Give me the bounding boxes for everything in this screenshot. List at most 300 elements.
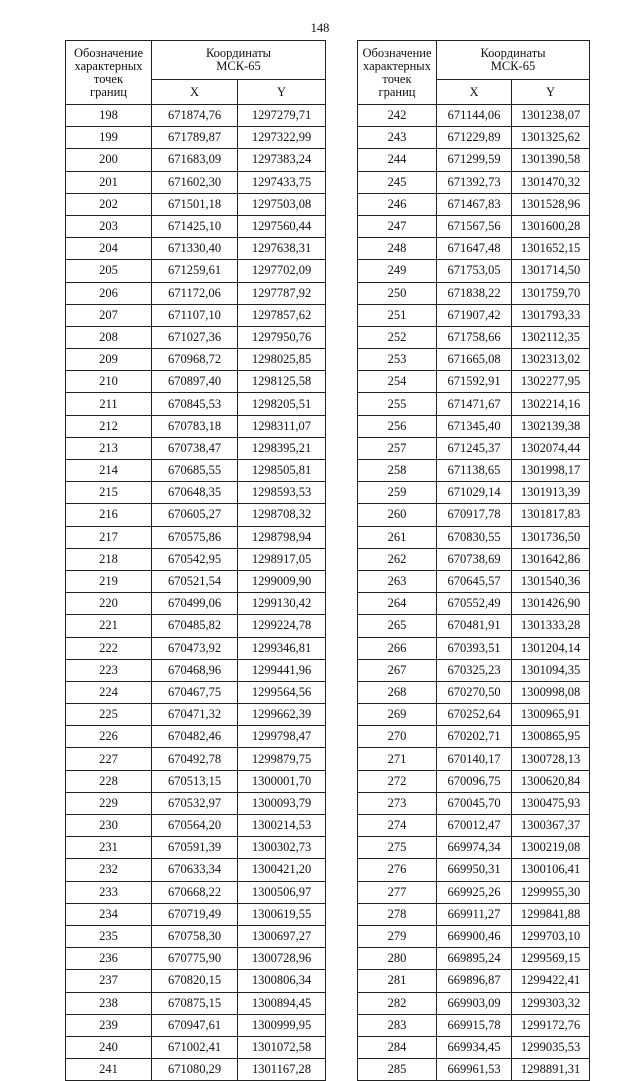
x-coordinate-cell: 670783,18: [152, 415, 238, 437]
table-row: [358, 393, 590, 415]
table-row: [66, 548, 326, 570]
y-coordinate-cell: 1300728,96: [238, 948, 326, 970]
table-row: [66, 704, 326, 726]
x-coordinate-cell: 671789,87: [152, 127, 238, 149]
table-row: [66, 1059, 326, 1081]
table-row: [66, 970, 326, 992]
point-number-cell: 224: [66, 681, 152, 703]
point-number-cell: 277: [358, 881, 437, 903]
point-number-cell: 213: [66, 437, 152, 459]
y-coordinate-cell: 1298205,51: [238, 393, 326, 415]
point-number-cell: 210: [66, 371, 152, 393]
x-coordinate-cell: 671330,40: [152, 238, 238, 260]
point-number-cell: 268: [358, 681, 437, 703]
x-coordinate-cell: 671592,91: [437, 371, 512, 393]
x-coordinate-cell: 670513,15: [152, 770, 238, 792]
x-coordinate-cell: 669961,53: [437, 1059, 512, 1081]
table-row: [358, 1036, 590, 1058]
table-row: [66, 792, 326, 814]
x-coordinate-cell: 671392,73: [437, 171, 512, 193]
coordinates-header: [152, 41, 326, 80]
table-row: [66, 460, 326, 482]
y-coordinate-cell: 1297433,75: [238, 171, 326, 193]
table-row: [358, 748, 590, 770]
y-coordinate-cell: 1301540,36: [512, 570, 590, 592]
x-coordinate-cell: 670270,50: [437, 681, 512, 703]
point-number-cell: 201: [66, 171, 152, 193]
y-coordinate-cell: 1300619,55: [238, 903, 326, 925]
point-number-cell: 252: [358, 326, 437, 348]
y-coordinate-cell: 1301736,50: [512, 526, 590, 548]
y-coordinate-cell: 1300214,53: [238, 815, 326, 837]
point-number-cell: 205: [66, 260, 152, 282]
y-coordinate-cell: 1298125,58: [238, 371, 326, 393]
table-row: [358, 881, 590, 903]
y-coordinate-cell: 1301652,15: [512, 238, 590, 260]
table-row: [358, 593, 590, 615]
y-coordinate-cell: 1297638,31: [238, 238, 326, 260]
point-number-cell: 239: [66, 1014, 152, 1036]
point-number-cell: 260: [358, 504, 437, 526]
table-row: [66, 282, 326, 304]
table-row: [66, 859, 326, 881]
x-coordinate-cell: 671345,40: [437, 415, 512, 437]
x-coordinate-cell: 670492,78: [152, 748, 238, 770]
x-coordinate-cell: 669974,34: [437, 837, 512, 859]
y-coordinate-cell: 1299703,10: [512, 925, 590, 947]
y-coordinate-cell: 1300106,41: [512, 859, 590, 881]
table-row: [358, 637, 590, 659]
y-coordinate-cell: 1299422,41: [512, 970, 590, 992]
x-coordinate-cell: 671471,67: [437, 393, 512, 415]
x-coordinate-cell: 670393,51: [437, 637, 512, 659]
y-header: Y: [238, 80, 326, 105]
y-coordinate-cell: 1299841,88: [512, 903, 590, 925]
point-number-cell: 206: [66, 282, 152, 304]
x-coordinate-cell: 670633,34: [152, 859, 238, 881]
y-coordinate-cell: 1300965,91: [512, 704, 590, 726]
table-row: [358, 948, 590, 970]
designation-header: [66, 41, 152, 105]
y-coordinate-cell: 1301759,70: [512, 282, 590, 304]
point-number-cell: 220: [66, 593, 152, 615]
point-number-cell: 255: [358, 393, 437, 415]
table-row: [66, 393, 326, 415]
x-coordinate-cell: 670845,53: [152, 393, 238, 415]
table-row: [66, 726, 326, 748]
y-coordinate-cell: 1299009,90: [238, 570, 326, 592]
y-coordinate-cell: 1299303,32: [512, 992, 590, 1014]
x-coordinate-cell: 670252,64: [437, 704, 512, 726]
x-coordinate-cell: 670012,47: [437, 815, 512, 837]
x-coordinate-cell: 670471,32: [152, 704, 238, 726]
point-number-cell: 249: [358, 260, 437, 282]
point-number-cell: 257: [358, 437, 437, 459]
table-row: [66, 659, 326, 681]
table-row: [358, 770, 590, 792]
coordinates-header: [437, 41, 590, 80]
y-coordinate-cell: 1299564,56: [238, 681, 326, 703]
x-coordinate-cell: 670202,71: [437, 726, 512, 748]
x-coordinate-cell: 671029,14: [437, 482, 512, 504]
y-coordinate-cell: 1301913,39: [512, 482, 590, 504]
x-coordinate-cell: 670719,49: [152, 903, 238, 925]
table-row: [66, 570, 326, 592]
x-coordinate-cell: 670645,57: [437, 570, 512, 592]
point-number-cell: 246: [358, 193, 437, 215]
y-coordinate-cell: 1299172,76: [512, 1014, 590, 1036]
x-coordinate-cell: 670473,92: [152, 637, 238, 659]
designation-header-line: характерных: [363, 58, 431, 73]
table-row: [66, 681, 326, 703]
designation-header-line: Обозначение: [73, 45, 144, 60]
point-number-cell: 263: [358, 570, 437, 592]
y-coordinate-cell: 1299130,42: [238, 593, 326, 615]
x-coordinate-cell: 670668,22: [152, 881, 238, 903]
point-number-cell: 245: [358, 171, 437, 193]
page-number: 148: [310, 21, 330, 35]
point-number-cell: 272: [358, 770, 437, 792]
y-coordinate-cell: 1302074,44: [512, 437, 590, 459]
y-coordinate-cell: 1300302,73: [238, 837, 326, 859]
x-coordinate-cell: 670897,40: [152, 371, 238, 393]
table-row: [66, 1036, 326, 1058]
point-number-cell: 231: [66, 837, 152, 859]
x-coordinate-cell: 670542,95: [152, 548, 238, 570]
point-number-cell: 203: [66, 215, 152, 237]
point-number-cell: 223: [66, 659, 152, 681]
x-coordinate-cell: 670140,17: [437, 748, 512, 770]
y-coordinate-cell: 1301204,14: [512, 637, 590, 659]
table-row: [66, 326, 326, 348]
point-number-cell: 285: [358, 1059, 437, 1081]
y-coordinate-cell: 1299346,81: [238, 637, 326, 659]
x-coordinate-cell: 671907,42: [437, 304, 512, 326]
coordinates-header-line: МСК-65: [490, 59, 536, 73]
x-coordinate-cell: 671425,10: [152, 215, 238, 237]
table-row: [358, 925, 590, 947]
table-row: [358, 304, 590, 326]
y-coordinate-cell: 1302313,02: [512, 349, 590, 371]
point-number-cell: 200: [66, 149, 152, 171]
point-number-cell: 282: [358, 992, 437, 1014]
y-coordinate-cell: 1302139,38: [512, 415, 590, 437]
x-coordinate-cell: 671874,76: [152, 105, 238, 127]
table-row: [66, 415, 326, 437]
designation-header-line: границ: [90, 84, 127, 99]
point-number-cell: 202: [66, 193, 152, 215]
y-coordinate-cell: 1299798,47: [238, 726, 326, 748]
table-row: [66, 948, 326, 970]
y-coordinate-cell: 1301528,96: [512, 193, 590, 215]
table-row: [66, 437, 326, 459]
y-coordinate-cell: 1297383,24: [238, 149, 326, 171]
x-coordinate-cell: 671027,36: [152, 326, 238, 348]
x-coordinate-cell: 671753,05: [437, 260, 512, 282]
y-coordinate-cell: 1301600,28: [512, 215, 590, 237]
table-row: [66, 371, 326, 393]
x-coordinate-cell: 671172,06: [152, 282, 238, 304]
point-number-cell: 254: [358, 371, 437, 393]
table-row: [358, 726, 590, 748]
y-coordinate-cell: 1300894,45: [238, 992, 326, 1014]
point-number-cell: 230: [66, 815, 152, 837]
x-coordinate-cell: 671299,59: [437, 149, 512, 171]
table-row: [358, 193, 590, 215]
coordinates-table-right: [357, 40, 590, 1081]
coordinates-header-line: Координаты: [480, 46, 546, 60]
table-row: [358, 326, 590, 348]
y-coordinate-cell: 1297503,08: [238, 193, 326, 215]
x-coordinate-cell: 670325,23: [437, 659, 512, 681]
table-row: [358, 482, 590, 504]
table-row: [358, 127, 590, 149]
table-row: [66, 260, 326, 282]
y-coordinate-cell: 1299569,15: [512, 948, 590, 970]
point-number-cell: 221: [66, 615, 152, 637]
designation-header-line: точек: [93, 71, 124, 86]
point-number-cell: 247: [358, 215, 437, 237]
table-row: [66, 637, 326, 659]
x-coordinate-cell: 670917,78: [437, 504, 512, 526]
table-row: [358, 815, 590, 837]
point-number-cell: 259: [358, 482, 437, 504]
table-row: [358, 970, 590, 992]
table-row: [66, 526, 326, 548]
point-number-cell: 280: [358, 948, 437, 970]
point-number-cell: 229: [66, 792, 152, 814]
x-coordinate-cell: 671602,30: [152, 171, 238, 193]
coordinates-header-line: Координаты: [205, 46, 272, 60]
x-coordinate-cell: 670830,55: [437, 526, 512, 548]
table-row: [66, 748, 326, 770]
point-number-cell: 281: [358, 970, 437, 992]
y-coordinate-cell: 1301333,28: [512, 615, 590, 637]
point-number-cell: 274: [358, 815, 437, 837]
y-coordinate-cell: 1297702,09: [238, 260, 326, 282]
y-coordinate-cell: 1297560,44: [238, 215, 326, 237]
y-coordinate-cell: 1299879,75: [238, 748, 326, 770]
table-row: [358, 149, 590, 171]
y-coordinate-cell: 1298593,53: [238, 482, 326, 504]
designation-header: [358, 41, 437, 105]
point-number-cell: 227: [66, 748, 152, 770]
point-number-cell: 275: [358, 837, 437, 859]
point-number-cell: 284: [358, 1036, 437, 1058]
table-row: [66, 105, 326, 127]
x-coordinate-cell: 671002,41: [152, 1036, 238, 1058]
table-row: [358, 1059, 590, 1081]
point-number-cell: 265: [358, 615, 437, 637]
table-row: [358, 171, 590, 193]
x-coordinate-cell: 670820,15: [152, 970, 238, 992]
table-row: [66, 193, 326, 215]
point-number-cell: 233: [66, 881, 152, 903]
x-coordinate-cell: 671080,29: [152, 1059, 238, 1081]
x-coordinate-cell: 670521,54: [152, 570, 238, 592]
x-coordinate-cell: 670481,91: [437, 615, 512, 637]
y-coordinate-cell: 1300806,34: [238, 970, 326, 992]
y-coordinate-cell: 1301793,33: [512, 304, 590, 326]
x-header: X: [152, 80, 238, 105]
y-coordinate-cell: 1299955,30: [512, 881, 590, 903]
x-coordinate-cell: 670532,97: [152, 792, 238, 814]
point-number-cell: 261: [358, 526, 437, 548]
point-number-cell: 212: [66, 415, 152, 437]
x-coordinate-cell: 670591,39: [152, 837, 238, 859]
table-row: [66, 171, 326, 193]
y-coordinate-cell: 1300506,97: [238, 881, 326, 903]
point-number-cell: 262: [358, 548, 437, 570]
y-coordinate-cell: 1300620,84: [512, 770, 590, 792]
x-coordinate-cell: 669934,45: [437, 1036, 512, 1058]
y-coordinate-cell: 1299224,78: [238, 615, 326, 637]
x-coordinate-cell: 669950,31: [437, 859, 512, 881]
point-number-cell: 264: [358, 593, 437, 615]
point-number-cell: 211: [66, 393, 152, 415]
y-coordinate-cell: 1297322,99: [238, 127, 326, 149]
point-number-cell: 278: [358, 903, 437, 925]
table-row: [66, 149, 326, 171]
table-row: [66, 815, 326, 837]
y-coordinate-cell: 1299035,53: [512, 1036, 590, 1058]
y-coordinate-cell: 1301426,90: [512, 593, 590, 615]
table-row: [358, 415, 590, 437]
y-coordinate-cell: 1301998,17: [512, 460, 590, 482]
table-row: [358, 548, 590, 570]
x-coordinate-cell: 671259,61: [152, 260, 238, 282]
point-number-cell: 248: [358, 238, 437, 260]
x-coordinate-cell: 670499,06: [152, 593, 238, 615]
table-row: [358, 792, 590, 814]
y-coordinate-cell: 1301325,62: [512, 127, 590, 149]
x-coordinate-cell: 670096,75: [437, 770, 512, 792]
point-number-cell: 234: [66, 903, 152, 925]
table-row: [66, 770, 326, 792]
point-number-cell: 267: [358, 659, 437, 681]
y-coordinate-cell: 1298891,31: [512, 1059, 590, 1081]
x-coordinate-cell: 671501,18: [152, 193, 238, 215]
table-row: [358, 238, 590, 260]
y-coordinate-cell: 1300998,08: [512, 681, 590, 703]
y-coordinate-cell: 1300093,79: [238, 792, 326, 814]
x-coordinate-cell: 669911,27: [437, 903, 512, 925]
table-row: [66, 504, 326, 526]
point-number-cell: 216: [66, 504, 152, 526]
y-coordinate-cell: 1302277,95: [512, 371, 590, 393]
x-coordinate-cell: 671647,48: [437, 238, 512, 260]
table-row: [358, 371, 590, 393]
point-number-cell: 228: [66, 770, 152, 792]
y-coordinate-cell: 1298395,21: [238, 437, 326, 459]
y-coordinate-cell: 1301072,58: [238, 1036, 326, 1058]
x-coordinate-cell: 669915,78: [437, 1014, 512, 1036]
table-row: [66, 925, 326, 947]
point-number-cell: 240: [66, 1036, 152, 1058]
y-coordinate-cell: 1298917,05: [238, 548, 326, 570]
x-coordinate-cell: 671138,65: [437, 460, 512, 482]
table-row: [358, 215, 590, 237]
table-row: [358, 615, 590, 637]
x-coordinate-cell: 671107,10: [152, 304, 238, 326]
point-number-cell: 244: [358, 149, 437, 171]
x-coordinate-cell: 670485,82: [152, 615, 238, 637]
table-row: [66, 837, 326, 859]
x-coordinate-cell: 671683,09: [152, 149, 238, 171]
y-coordinate-cell: 1297787,92: [238, 282, 326, 304]
table-row: [66, 238, 326, 260]
y-coordinate-cell: 1302112,35: [512, 326, 590, 348]
table-row: [358, 282, 590, 304]
point-number-cell: 225: [66, 704, 152, 726]
x-coordinate-cell: 671229,89: [437, 127, 512, 149]
designation-header-line: границ: [378, 84, 416, 99]
coordinates-table-left: [65, 40, 326, 1081]
point-number-cell: 198: [66, 105, 152, 127]
table-row: [66, 127, 326, 149]
point-number-cell: 217: [66, 526, 152, 548]
point-number-cell: 242: [358, 105, 437, 127]
y-coordinate-cell: 1298505,81: [238, 460, 326, 482]
table-row: [358, 704, 590, 726]
point-number-cell: 273: [358, 792, 437, 814]
x-coordinate-cell: 670467,75: [152, 681, 238, 703]
y-coordinate-cell: 1300865,95: [512, 726, 590, 748]
y-coordinate-cell: 1297950,76: [238, 326, 326, 348]
x-coordinate-cell: 670968,72: [152, 349, 238, 371]
point-number-cell: 283: [358, 1014, 437, 1036]
x-coordinate-cell: 671665,08: [437, 349, 512, 371]
x-coordinate-cell: 670775,90: [152, 948, 238, 970]
point-number-cell: 199: [66, 127, 152, 149]
point-number-cell: 279: [358, 925, 437, 947]
point-number-cell: 243: [358, 127, 437, 149]
y-coordinate-cell: 1300697,27: [238, 925, 326, 947]
x-coordinate-cell: 670468,96: [152, 659, 238, 681]
y-coordinate-cell: 1300421,20: [238, 859, 326, 881]
table-row: [358, 437, 590, 459]
x-coordinate-cell: 671245,37: [437, 437, 512, 459]
table-row: [66, 304, 326, 326]
x-coordinate-cell: 670758,30: [152, 925, 238, 947]
table-row: [358, 460, 590, 482]
point-number-cell: 256: [358, 415, 437, 437]
table-row: [66, 482, 326, 504]
table-row: [358, 570, 590, 592]
point-number-cell: 270: [358, 726, 437, 748]
point-number-cell: 218: [66, 548, 152, 570]
point-number-cell: 204: [66, 238, 152, 260]
y-coordinate-cell: 1297279,71: [238, 105, 326, 127]
table-row: [358, 105, 590, 127]
x-coordinate-cell: 671467,83: [437, 193, 512, 215]
point-number-cell: 258: [358, 460, 437, 482]
table-row: [358, 349, 590, 371]
x-coordinate-cell: 671567,56: [437, 215, 512, 237]
table-row: [66, 593, 326, 615]
point-number-cell: 215: [66, 482, 152, 504]
point-number-cell: 266: [358, 637, 437, 659]
x-coordinate-cell: 670947,61: [152, 1014, 238, 1036]
point-number-cell: 251: [358, 304, 437, 326]
table-row: [358, 1014, 590, 1036]
point-number-cell: 214: [66, 460, 152, 482]
table-row: [66, 1014, 326, 1036]
point-number-cell: 269: [358, 704, 437, 726]
x-coordinate-cell: 669903,09: [437, 992, 512, 1014]
y-coordinate-cell: 1301390,58: [512, 149, 590, 171]
point-number-cell: 232: [66, 859, 152, 881]
